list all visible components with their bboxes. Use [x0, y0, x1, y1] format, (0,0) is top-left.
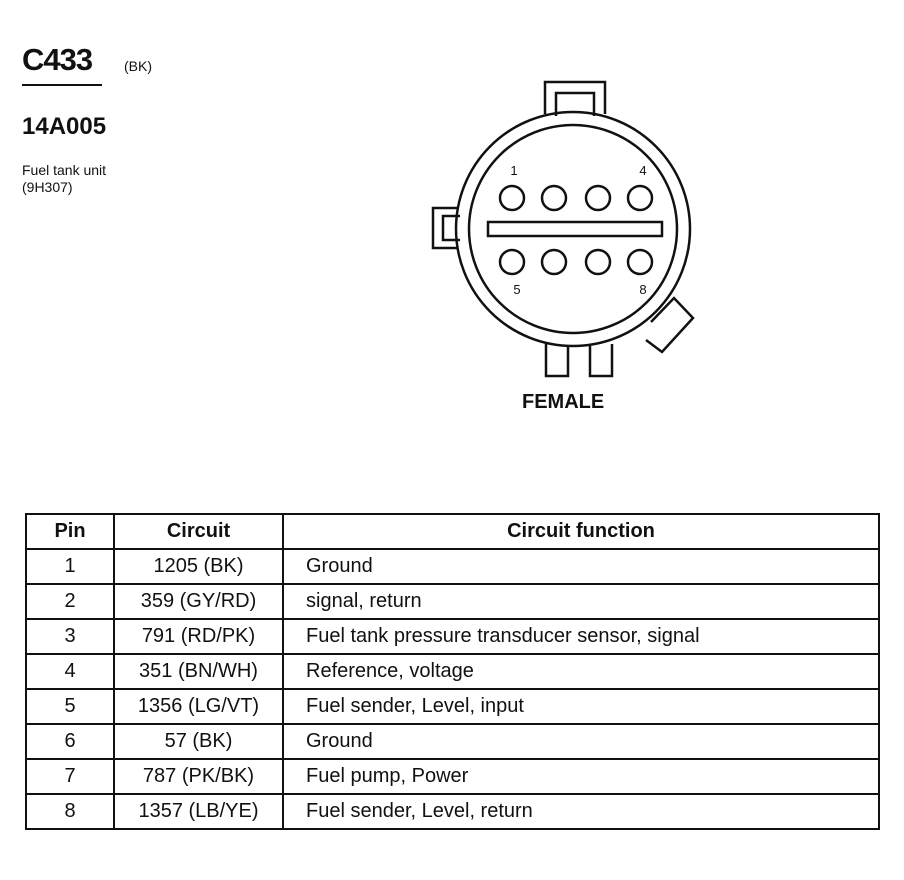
- side-latch: [646, 298, 693, 352]
- table-row: [26, 619, 879, 654]
- pin-label-8: 8: [639, 282, 647, 297]
- center-key-bar: [488, 222, 662, 236]
- header-circuit-function: Circuit function: [283, 514, 879, 549]
- pin-label-1: 1: [510, 163, 518, 178]
- cell-pin: 8: [26, 794, 114, 829]
- cell-pin: 5: [26, 689, 114, 724]
- cell-circuit: 57 (BK): [114, 724, 283, 759]
- cell-circuit: 359 (GY/RD): [114, 584, 283, 619]
- cell-function: Fuel tank pressure transducer sensor, signal: [283, 619, 879, 654]
- left-key: [433, 208, 458, 248]
- cell-circuit: 787 (PK/BK): [114, 759, 283, 794]
- bottom-terminal-left: [546, 344, 568, 376]
- header-circuit: Circuit: [114, 514, 283, 549]
- pin-cavity-1: [500, 186, 524, 210]
- cell-function: Fuel pump, Power: [283, 759, 879, 794]
- table-row: [26, 549, 879, 584]
- pin-cavity-6: [542, 250, 566, 274]
- pin-cavity-5: [500, 250, 524, 274]
- part-description-name: Fuel tank unit: [22, 162, 107, 178]
- pin-cavity-8: [628, 250, 652, 274]
- cell-function: Fuel sender, Level, input: [283, 689, 879, 724]
- table-row: [26, 759, 879, 794]
- cell-function: Fuel sender, Level, return: [283, 794, 879, 829]
- cell-function: Ground: [283, 549, 879, 584]
- pin-cavity-3: [586, 186, 610, 210]
- table-row: [26, 584, 879, 619]
- connector-color: (BK): [124, 58, 152, 74]
- connector-id: C433: [22, 42, 93, 77]
- cell-pin: 3: [26, 619, 114, 654]
- table-header-row: [26, 514, 879, 549]
- pinout-table: [25, 513, 880, 830]
- cell-function: signal, return: [283, 584, 879, 619]
- header-pin: Pin: [26, 514, 114, 549]
- cell-circuit: 1356 (LG/VT): [114, 689, 283, 724]
- pin-label-4: 4: [639, 163, 647, 178]
- pin-label-5: 5: [513, 282, 521, 297]
- cell-pin: 4: [26, 654, 114, 689]
- cell-circuit: 791 (RD/PK): [114, 619, 283, 654]
- bottom-terminal-right: [590, 344, 612, 376]
- table-row: [26, 724, 879, 759]
- cell-circuit: 351 (BN/WH): [114, 654, 283, 689]
- cell-function: Ground: [283, 724, 879, 759]
- cell-pin: 6: [26, 724, 114, 759]
- cell-circuit: 1357 (LB/YE): [114, 794, 283, 829]
- table-row: [26, 689, 879, 724]
- connector-gender-label: FEMALE: [522, 391, 605, 413]
- pin-cavity-4: [628, 186, 652, 210]
- part-description-code: (9H307): [22, 179, 73, 195]
- part-number: 14A005: [22, 113, 107, 140]
- connector-inner-ring: [469, 125, 677, 333]
- cell-circuit: 1205 (BK): [114, 549, 283, 584]
- pin-cavity-2: [542, 186, 566, 210]
- table-row: [26, 794, 879, 829]
- top-latch: [545, 82, 605, 114]
- cell-pin: 2: [26, 584, 114, 619]
- cell-pin: 1: [26, 549, 114, 584]
- cell-pin: 7: [26, 759, 114, 794]
- table-row: [26, 654, 879, 689]
- pin-cavity-7: [586, 250, 610, 274]
- connector-outer-ring: [456, 112, 690, 346]
- cell-function: Reference, voltage: [283, 654, 879, 689]
